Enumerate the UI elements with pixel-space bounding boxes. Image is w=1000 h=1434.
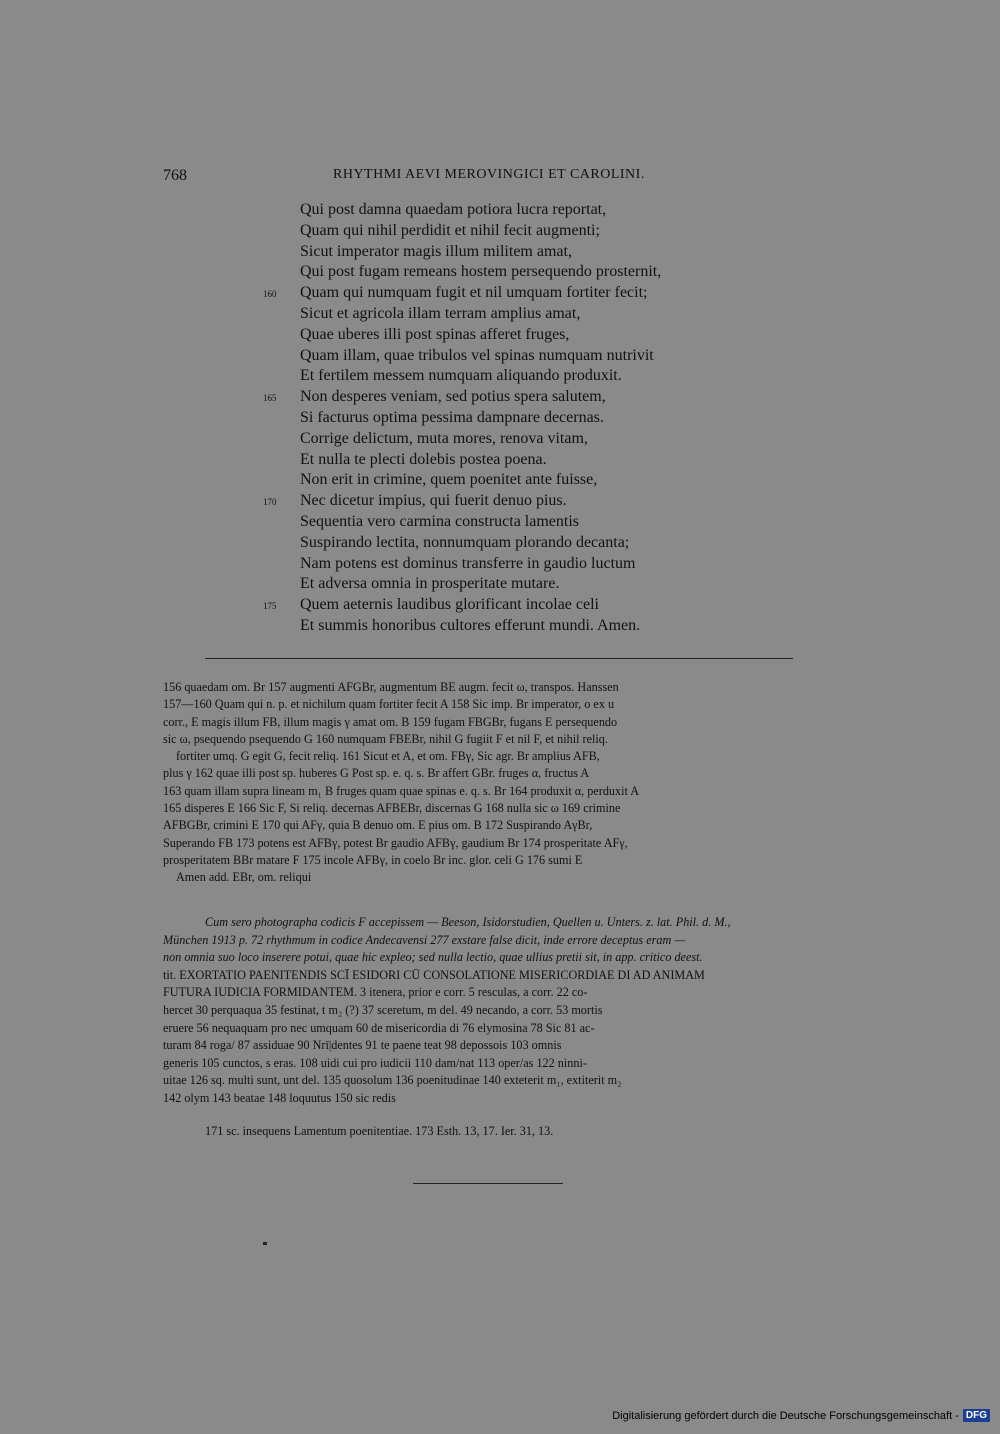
- poem-text: [263, 200, 823, 637]
- page-header: [163, 167, 838, 191]
- note-line: generis 105 cunctos, s eras. 108 uidi cui pro iudicii 110 dam/nat 113 oper/as 122 ninni-: [163, 1055, 587, 1070]
- apparatus-line: sic ω, psequendo psequendo G 160 numquam FBEBr, nihil G fugiit F et nil F, et nihil reliq.: [163, 731, 608, 746]
- footer: [612, 1409, 990, 1422]
- poem-line: [263, 595, 823, 616]
- poem-line: [263, 325, 823, 346]
- verse-text: Et summis honoribus cultores efferunt mundi. Amen.: [300, 616, 641, 634]
- apparatus-line: corr., E magis illum FB, illum magis γ amat om. B 159 fugam FBGBr, fugans E persequendo: [163, 714, 618, 729]
- poem-line: [263, 262, 823, 283]
- verse-text: Quae uberes illi post spinas afferet fruges,: [300, 325, 570, 343]
- poem-separator-rule: [205, 658, 793, 659]
- note-line: München 1913 p. 72 rhythmum in codice Andecavensi 277 exstare false dicit, inde errore deceptus eram —: [163, 932, 686, 947]
- verse-text: Non erit in crimine, quem poenitet ante fuisse,: [300, 471, 598, 489]
- note-line: Cum sero photographa codicis F accepissem — Beeson, Isidorstudien, Quellen u. Unters. z. lat. Phil. d. M.,: [205, 915, 731, 929]
- poem-line: [263, 221, 823, 242]
- verse-text: Suspirando lectita, nonnumquam plorando decanta;: [300, 533, 630, 551]
- verse-text: Et fertilem messem numquam aliquando produxit.: [300, 367, 622, 385]
- line-number: 170: [263, 497, 277, 508]
- poem-line: [263, 408, 823, 429]
- verse-text: Quam qui numquam fugit et nil umquam fortiter fecit;: [300, 284, 648, 302]
- apparatus-line: 157—160 Quam qui n. p. et nichilum quam fortiter fecit A 158 Sic imp. Br imperator, o ex u: [163, 697, 615, 712]
- note-line: non omnia suo loco inserere potui, quae hic expleo; sed nulla lectio, quae ullius pretii sit, in app. critico deest.: [163, 950, 703, 965]
- verse-text: Sicut et agricola illam terram amplius amat,: [300, 304, 581, 322]
- apparatus-line: plus γ 162 quae illi post sp. huberes G Post sp. e. q. s. Br affert GBr. fruges α, fructus A: [163, 766, 590, 781]
- dfg-logo-icon: DFG: [963, 1409, 990, 1422]
- poem-line: [263, 574, 823, 595]
- poem-line: [263, 366, 823, 387]
- verse-text: Sicut imperator magis illum militem amat,: [300, 242, 572, 260]
- poem-line: [263, 616, 823, 637]
- poem-line: [263, 200, 823, 221]
- verse-text: Nec dicetur impius, qui fuerit denuo pius.: [300, 492, 567, 510]
- note-line: turam 84 roga/ 87 assiduae 90 Nrī|dentes 91 te paene teat 98 depossois 103 omnis: [163, 1038, 562, 1053]
- poem-line: [263, 554, 823, 575]
- note-line: uitae 126 sq. multi sunt, unt del. 135 quosolum 136 poenitudinae 140 exteterit m₁, extiterit m₂: [163, 1073, 622, 1088]
- poem-line: [263, 346, 823, 367]
- apparatus-line: Superando FB 173 potens est AFBγ, potest Br gaudio AFBγ, gaudium Br 174 prosperitate AFγ,: [163, 835, 628, 850]
- verse-text: Quem aeternis laudibus glorificant incolae celi: [300, 596, 599, 614]
- verse-text: Qui post fugam remeans hostem persequendo prosternit,: [300, 263, 662, 281]
- verse-text: Quam illam, quae tribulos vel spinas numquam nutrivit: [300, 346, 654, 364]
- verse-text: Et nulla te plecti dolebis postea poena.: [300, 450, 547, 468]
- apparatus-line: 165 disperes E 166 Sic F, Si reliq. decernas AFBEBr, discernas G 168 nulla sic ω 169 crimine: [163, 801, 621, 816]
- poem-line: [263, 491, 823, 512]
- apparatus-line: 156 quaedam om. Br 157 augmenti AFGBr, augmentum BE augm. fecit ω, transpos. Hanssen: [163, 680, 619, 694]
- editorial-notes: [163, 914, 838, 1108]
- verse-text: Sequentia vero carmina constructa lamentis: [300, 512, 580, 530]
- critical-apparatus: [163, 679, 838, 887]
- note-line: tit. EXORTATIO PAENITENDIS SCĪ ESIDORI CŪ CONSOLATIONE MISERICORDIAE DI AD ANIMAM: [163, 967, 705, 982]
- apparatus-line: AFBGBr, crimini E 170 qui AFγ, quia B denuo om. E pius om. B 172 Suspirando AγBr,: [163, 818, 593, 833]
- poem-line: [263, 283, 823, 304]
- note-line: FUTURA IUDICIA FORMIDANTEM. 3 itenera, prior e corr. 5 resculas, a corr. 22 co-: [163, 985, 588, 1000]
- apparatus-line: Amen add. EBr, om. reliqui: [176, 870, 312, 885]
- verse-text: Nam potens est dominus transferre in gaudio luctum: [300, 554, 636, 572]
- note-line: hercet 30 perquaqua 35 festinat, t m₂ (?) 37 sceretum, m del. 49 necando, a corr. 53 mortis: [163, 1002, 603, 1017]
- poem-line: [263, 512, 823, 533]
- line-number: 175: [263, 601, 277, 612]
- footer-text: Digitalisierung gefördert durch die Deutsche Forschungsgemeinschaft -: [612, 1409, 959, 1422]
- apparatus-line: fortiter umq. G egit G, fecit reliq. 161 Sicut et A, et om. FBγ, Sic agr. Br amplius AFB,: [176, 749, 600, 764]
- verse-text: Corrige delictum, muta mores, renova vitam,: [300, 429, 588, 447]
- biblical-references: 171 sc. insequens Lamentum poenitentiae. 173 Esth. 13, 17. Ier. 31, 13.: [205, 1124, 554, 1138]
- end-rule: [413, 1183, 563, 1184]
- note-line: 142 olym 143 beatae 148 loquutus 150 sic redis: [163, 1090, 396, 1105]
- running-title: RHYTHMI AEVI MEROVINGICI ET CAROLINI.: [333, 167, 645, 182]
- verse-text: Si facturus optima pessima dampnare decernas.: [300, 408, 604, 426]
- verse-text: Et adversa omnia in prosperitate mutare.: [300, 575, 560, 593]
- poem-line: [263, 533, 823, 554]
- page-number: 768: [163, 167, 187, 184]
- verse-text: Qui post damna quaedam potiora lucra reportat,: [300, 201, 607, 218]
- note-line: eruere 56 nequaquam pro nec umquam 60 de misericordia di 76 elymosina 78 Sic 81 ac-: [163, 1020, 595, 1035]
- poem-line: [263, 429, 823, 450]
- apparatus-line: 163 quam illam supra lineam m₁ B fruges quam quae spinas e. q. s. Br 164 produxit α, perduxit A: [163, 783, 640, 798]
- poem-line: [263, 470, 823, 491]
- page-mark: [263, 1242, 267, 1245]
- verse-text: Quam qui nihil perdidit et nihil fecit augmenti;: [300, 221, 600, 239]
- line-number: 165: [263, 393, 277, 404]
- poem-line: [263, 304, 823, 325]
- poem-line: [263, 242, 823, 263]
- poem-line: [263, 387, 823, 408]
- verse-text: Non desperes veniam, sed potius spera salutem,: [300, 388, 606, 406]
- line-number: 160: [263, 289, 277, 300]
- poem-line: [263, 450, 823, 471]
- apparatus-line: prosperitatem BBr matare F 175 incole AFBγ, in coelo Br inc. glor. celi G 176 sumi E: [163, 852, 583, 867]
